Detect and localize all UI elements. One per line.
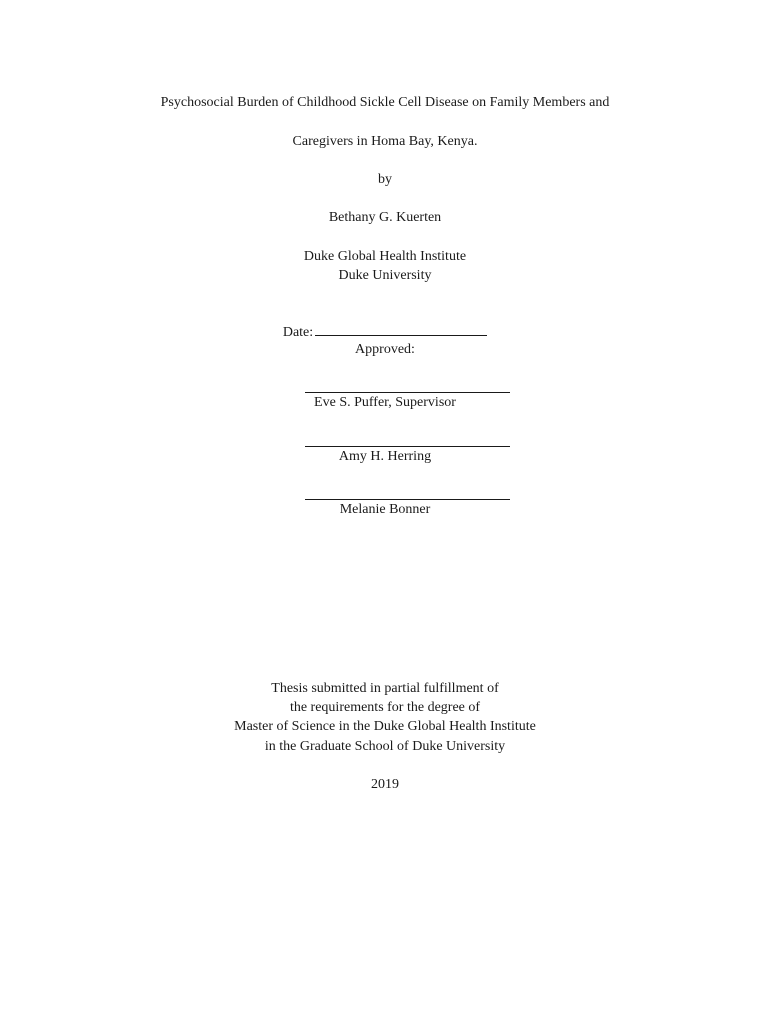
date-row: [0, 323, 770, 342]
date-label: Date:: [282, 325, 314, 340]
submission-line-3: Master of Science in the Duke Global Health Institute: [234, 719, 536, 734]
institute-name: Duke Global Health Institute: [303, 249, 467, 264]
approved-label: Approved:: [355, 342, 415, 357]
submission-line-4: in the Graduate School of Duke University: [264, 739, 506, 754]
submission-line-2: the requirements for the degree of: [289, 700, 481, 715]
signature-line-3: [305, 499, 510, 500]
signatory-name-2: Amy H. Herring: [338, 449, 432, 464]
author-name: Bethany G. Kuerten: [328, 210, 442, 225]
submission-year: 2019: [371, 777, 399, 792]
thesis-title-line-2: Caregivers in Homa Bay, Kenya.: [292, 134, 478, 149]
by-label: by: [378, 172, 392, 187]
submission-line-1: Thesis submitted in partial fulfillment of: [271, 681, 499, 696]
thesis-title-line-1: Psychosocial Burden of Childhood Sickle Cell Disease on Family Members and: [160, 95, 610, 110]
signature-line-2: [305, 446, 510, 447]
signatory-name-3: Melanie Bonner: [339, 502, 431, 517]
signatory-name-1: Eve S. Puffer, Supervisor: [314, 395, 456, 410]
date-blank-line: [315, 323, 487, 336]
university-name: Duke University: [338, 268, 432, 283]
signature-line-1: [305, 392, 510, 393]
